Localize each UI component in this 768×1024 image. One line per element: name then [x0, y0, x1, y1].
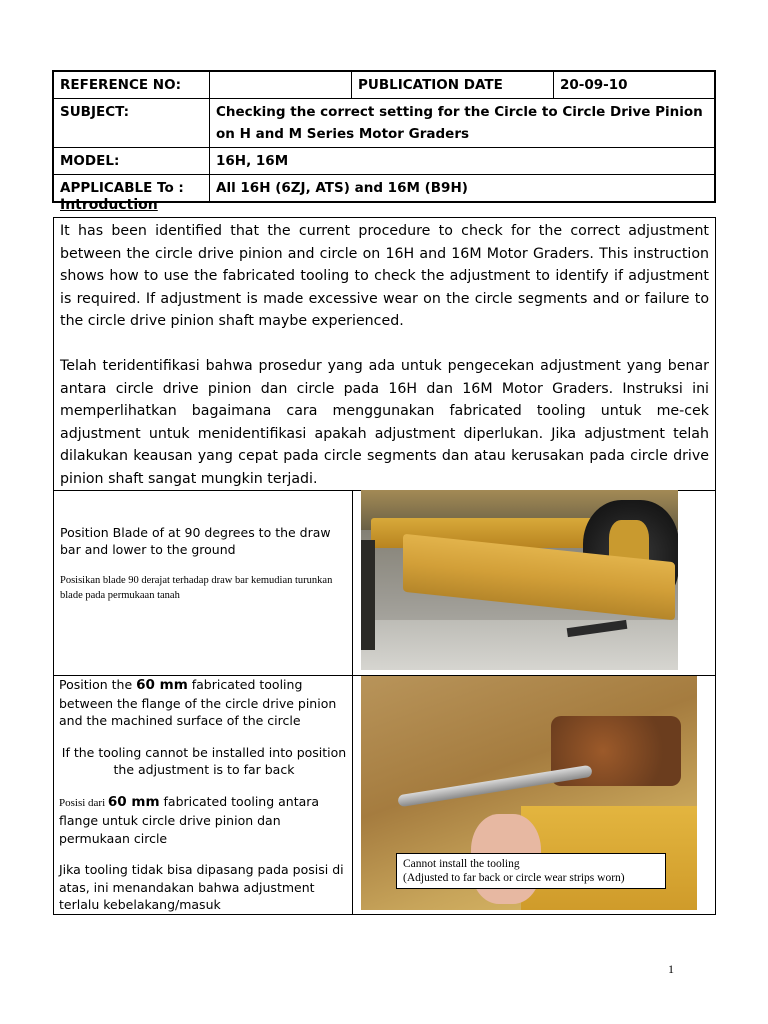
introduction-english: It has been identified that the current procedure to check for the correct adjustment between the circle drive pinion and circle on 16H and 16M Motor Graders. This instruction shows how to use the fabricated tooling to check the adjustment to identify if adjustment is required. If adjustment is made excessive wear on the circle segments and or failure to the circle drive pinion shaft maybe experienced.	[60, 223, 709, 330]
step2-text	[59, 676, 349, 914]
step1-indonesian: Posisikan blade 90 derajat terhadap draw bar kemudian turunkan blade pada permukaan tanah	[60, 575, 333, 601]
introduction-box	[53, 217, 716, 491]
introduction-title: Introduction	[60, 197, 158, 213]
header-row-reference	[54, 72, 714, 99]
subject-label: SUBJECT:	[60, 104, 129, 120]
step2-english: Position the 60 mm fabricated tooling between the flange of the circle drive pinion and the machined surface of the circle	[59, 677, 337, 728]
publication-date-value: 20-09-10	[553, 72, 714, 98]
photo-caption	[396, 853, 666, 889]
reference-label: REFERENCE NO:	[60, 77, 181, 93]
step1-english: Position Blade of at 90 degrees to the draw bar and lower to the ground	[60, 525, 331, 557]
step2-indonesian: Posisi dari 60 mm fabricated tooling antara flange untuk circle drive pinion dan permukaan circle	[59, 793, 320, 846]
header-table	[52, 70, 716, 203]
caption-line2: (Adjusted to far back or circle wear strips worn)	[403, 872, 625, 884]
model-value: 16H, 16M	[209, 148, 714, 174]
header-row-model	[54, 148, 714, 175]
page-number: 1	[668, 962, 674, 976]
publication-date-label: PUBLICATION DATE	[351, 72, 553, 98]
applicable-value: All 16H (6ZJ, ATS) and 16M (B9H)	[209, 175, 714, 201]
caption-line1: Cannot install the tooling	[403, 858, 520, 870]
reference-value	[209, 72, 351, 98]
step2-indonesian-note: Jika tooling tidak bisa dipasang pada posisi di atas, ini menandakan bahwa adjustment terlalu kebelakang/masuk	[59, 862, 344, 912]
step2-english-note: If the tooling cannot be installed into position the adjustment is to far back	[61, 744, 347, 777]
blade-photo	[361, 490, 678, 670]
applicable-label: APPLICABLE To :	[60, 180, 184, 196]
model-label: MODEL:	[60, 153, 120, 169]
subject-value: Checking the correct setting for the Circle to Circle Drive Pinion on H and M Series Motor Graders	[209, 99, 714, 147]
header-row-subject	[54, 99, 714, 148]
introduction-indonesian: Telah teridentifikasi bahwa prosedur yang ada untuk pengecekan adjustment yang benar antara circle drive pinion dan circle pada 16H dan 16M Motor Graders. Instruksi ini memperlihatkan bagaimana cara menggunakan fabricated tooling untuk me-cek adjustment untuk menidentifikasi apakah adjustment diperlukan. Jika adjustment telah dilakukan keausan yang cepat pada circle segments dan atau kerusakan pada circle drive pinion shaft sangat mungkin terjadi.	[60, 357, 709, 487]
steps-column-divider	[352, 491, 353, 915]
